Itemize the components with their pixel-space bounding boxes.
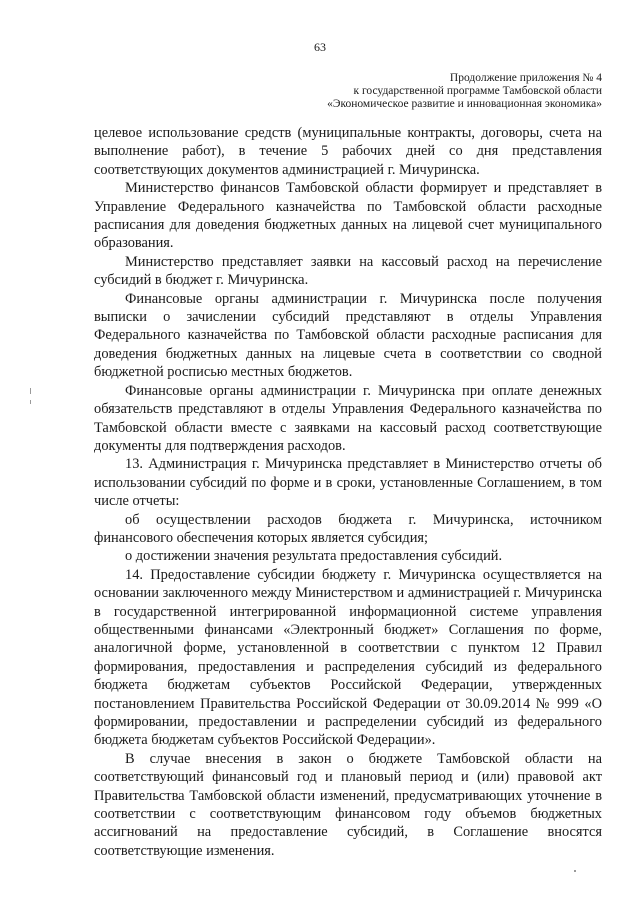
annex-header (327, 72, 602, 111)
paragraph: об осуществлении расходов бюджета г. Мичуринска, источником финансового обеспечения которых является субсидия; (94, 511, 602, 546)
scan-mark (30, 400, 31, 404)
document-body (94, 124, 602, 860)
paragraph: о достижении значения результата предоставления субсидий. (125, 548, 503, 565)
paragraph: Финансовые органы администрации г. Мичуринска после получения выписки о зачислении субсидий представляют в отделы Управления Федерального казначейства по Тамбовской области расходные расписания для доведения бюджетных данных на лицевые счета в соответствии со сводной бюджетной росписью местных бюджетов. (94, 290, 602, 381)
paragraph: целевое использование средств (муниципальные контракты, договоры, счета на выполнение работ), в течение 5 рабочих дней со дня представления соответствующих документов администрацией г. Мичуринска. (94, 125, 602, 178)
paragraph: Министерство представляет заявки на кассовый расход на перечисление субсидий в бюджет г. Мичуринска. (94, 253, 602, 289)
annex-header-line: к государственной программе Тамбовской области (353, 85, 602, 97)
paragraph: В случае внесения в закон о бюджете Тамбовской области на соответствующий финансовый год и плановый период и (или) правовой акт Правительства Тамбовской области изменений, предусматривающих уточнение в соответствии с соответствующим финансовом году объемов бюджетных ассигнований на предоставление субсидий, в Соглашение вносятся соответствующие изменения. (94, 750, 602, 859)
scan-mark (574, 870, 576, 872)
paragraph: 14. Предоставление субсидии бюджету г. Мичуринска осуществляется на основании заключенного между Министерством и администрацией г. Мичуринска в государственной интегрированной информационной системе управления общественными финансами «Электронный бюджет» Соглашения по форме, аналогичной форме, установленной в соответствии с пунктом 12 Правил формирования, предоставления и распределения субсидий из федерального бюджета бюджетам субъектов Российской Федерации, утвержденных постановлением Правительства Российской Федерации от 30.09.2014 № 999 «О формировании, предоставлении и распределении субсидий из федерального бюджета бюджетам субъектов Российской Федерации». (94, 566, 602, 749)
annex-header-line: Продолжение приложения № 4 (449, 72, 602, 84)
paragraph: 13. Администрация г. Мичуринска представляет в Министерство отчеты об использовании субсидий по форме и в сроки, установленные Соглашением, в том числе отчеты: (94, 456, 602, 510)
scan-mark (30, 388, 31, 394)
annex-header-line: «Экономическое развитие и инновационная экономика» (327, 98, 602, 110)
paragraph: Финансовые органы администрации г. Мичуринска при оплате денежных обязательств представляют в отделы Управления Федерального казначейства по Тамбовской области вместе с заявками на кассовый расход соответствующие документы для подтверждения расходов. (94, 382, 602, 454)
paragraph: Министерство финансов Тамбовской области формирует и представляет в Управление Федерального казначейства по Тамбовской области расходные расписания для доведения бюджетных данных на лицевой счет муниципального образования. (94, 180, 602, 252)
page-number: 63 (314, 40, 326, 54)
